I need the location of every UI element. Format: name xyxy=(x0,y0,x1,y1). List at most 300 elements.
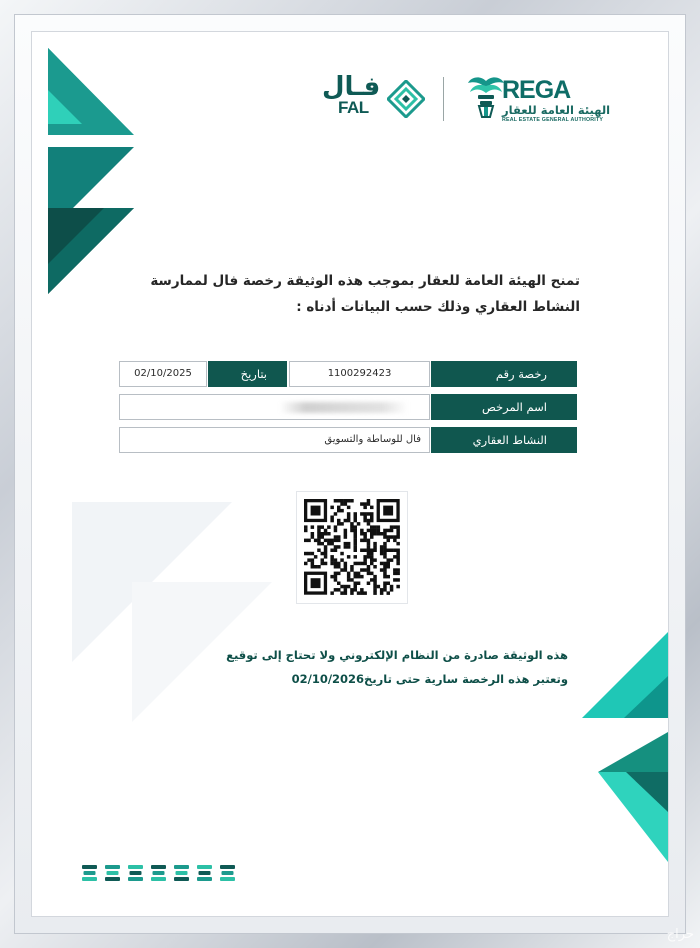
qr-module xyxy=(354,525,358,529)
qr-module xyxy=(344,542,348,546)
qr-module xyxy=(363,539,367,543)
qr-module xyxy=(354,572,358,576)
qr-module xyxy=(344,585,348,589)
qr-module xyxy=(337,582,341,586)
qr-module xyxy=(367,542,371,546)
redacted-name-blur xyxy=(280,402,408,413)
footer-motif-bar xyxy=(107,871,119,875)
qr-module xyxy=(363,562,367,566)
qr-module xyxy=(347,585,351,589)
qr-module xyxy=(357,591,361,595)
qr-module xyxy=(367,552,371,556)
qr-module xyxy=(321,552,325,556)
qr-module xyxy=(347,516,351,520)
qr-module xyxy=(337,506,341,510)
footer-motif-bar xyxy=(153,871,165,875)
qr-module xyxy=(317,539,321,543)
qr-module xyxy=(387,529,391,533)
footer-motif-icon xyxy=(197,865,212,881)
qr-module xyxy=(330,555,334,559)
qr-module xyxy=(373,525,377,529)
rega-arabic-name: الهيئة العامة للعقار xyxy=(502,103,611,117)
qr-module xyxy=(370,516,374,520)
qr-module xyxy=(314,565,318,569)
qr-module xyxy=(347,499,351,503)
qr-module xyxy=(387,539,391,543)
qr-module xyxy=(367,499,371,503)
qr-module xyxy=(340,499,344,503)
qr-module xyxy=(357,522,361,526)
qr-module xyxy=(367,545,371,549)
qr-module xyxy=(317,535,321,539)
qr-module xyxy=(354,585,358,589)
rega-emblem-icon xyxy=(466,75,506,123)
qr-module xyxy=(387,558,391,562)
qr-module xyxy=(363,512,367,516)
qr-module xyxy=(370,506,374,510)
qr-module xyxy=(311,565,315,569)
qr-module xyxy=(370,532,374,536)
qr-module xyxy=(367,502,371,506)
qr-module xyxy=(354,549,358,553)
qr-finder-center xyxy=(311,506,321,516)
qr-module xyxy=(373,558,377,562)
footer-motif-bar xyxy=(105,877,120,881)
qr-module xyxy=(337,539,341,543)
qr-module xyxy=(340,591,344,595)
qr-module xyxy=(373,585,377,589)
qr-module xyxy=(321,542,325,546)
qr-module xyxy=(311,532,315,536)
qr-module xyxy=(390,535,394,539)
qr-module xyxy=(367,582,371,586)
qr-module xyxy=(324,532,328,536)
qr-module xyxy=(370,535,374,539)
qr-module xyxy=(354,532,358,536)
qr-module xyxy=(347,555,351,559)
qr-module xyxy=(334,562,338,566)
footer-motif-bar xyxy=(82,877,97,881)
qr-module xyxy=(321,558,325,562)
qr-module xyxy=(396,552,400,556)
footer-motif-bar xyxy=(199,871,211,875)
qr-module xyxy=(377,529,381,533)
qr-module xyxy=(380,552,384,556)
footer-motif-icon xyxy=(82,865,97,881)
footer-motif-bar xyxy=(105,865,120,869)
footer-motif-bar xyxy=(197,865,212,869)
qr-module xyxy=(370,512,374,516)
qr-module xyxy=(330,516,334,520)
qr-module xyxy=(383,552,387,556)
footer-line-2: وتعتبر هذه الرخصة سارية حتى تاريخ02/10/2026 xyxy=(291,672,568,686)
qr-module xyxy=(330,558,334,562)
qr-module xyxy=(367,522,371,526)
watermark-text: حراج xyxy=(666,927,694,942)
qr-module xyxy=(380,591,384,595)
footer-motif-bar xyxy=(174,877,189,881)
qr-module xyxy=(373,588,377,592)
footer-motif-bar xyxy=(128,877,143,881)
qr-module xyxy=(340,558,344,562)
footer-motif-icon xyxy=(151,865,166,881)
qr-module xyxy=(350,568,354,572)
qr-module xyxy=(330,591,334,595)
qr-module xyxy=(317,532,321,536)
qr-module xyxy=(373,532,377,536)
qr-module xyxy=(373,529,377,533)
qr-module xyxy=(380,545,384,549)
qr-module xyxy=(383,575,387,579)
qr-module xyxy=(367,572,371,576)
qr-module xyxy=(390,585,394,589)
license-number-text: 1100292423 xyxy=(327,368,392,379)
qr-module xyxy=(350,588,354,592)
qr-module xyxy=(334,525,338,529)
footer-motif-bar xyxy=(176,871,188,875)
qr-module xyxy=(370,519,374,523)
qr-module xyxy=(337,545,341,549)
qr-module xyxy=(337,522,341,526)
footer-motif-bar xyxy=(151,865,166,869)
qr-module xyxy=(337,562,341,566)
qr-module xyxy=(317,549,321,553)
qr-module xyxy=(311,558,315,562)
rega-logo xyxy=(502,76,632,123)
qr-module xyxy=(330,519,334,523)
qr-module xyxy=(383,542,387,546)
qr-module xyxy=(327,525,331,529)
qr-module xyxy=(367,568,371,572)
qr-module xyxy=(344,535,348,539)
qr-module xyxy=(321,532,325,536)
header-divider xyxy=(443,77,444,121)
qr-module xyxy=(370,552,374,556)
qr-module xyxy=(334,512,338,516)
qr-module xyxy=(396,532,400,536)
qr-module xyxy=(350,591,354,595)
qr-module xyxy=(387,582,391,586)
qr-module xyxy=(380,568,384,572)
qr-module xyxy=(363,519,367,523)
qr-module xyxy=(347,512,351,516)
qr-module xyxy=(363,502,367,506)
qr-module xyxy=(387,591,391,595)
rega-english-name: REAL ESTATE GENERAL AUTHORITY xyxy=(502,117,604,123)
license-certificate xyxy=(32,32,668,916)
qr-module xyxy=(383,555,387,559)
qr-module xyxy=(387,535,391,539)
qr-module xyxy=(350,525,354,529)
qr-module xyxy=(344,532,348,536)
qr-module xyxy=(354,542,358,546)
intro-line-2: النشاط العقاري وذلك حسب البيانات أدناه : xyxy=(296,299,580,315)
qr-module xyxy=(354,539,358,543)
qr-module xyxy=(347,519,351,523)
qr-module xyxy=(383,545,387,549)
footer-motif-bar xyxy=(197,877,212,881)
footer-motif-bar xyxy=(128,865,143,869)
qr-module xyxy=(383,529,387,533)
qr-module xyxy=(370,525,374,529)
qr-module xyxy=(380,532,384,536)
qr-module xyxy=(370,555,374,559)
qr-module xyxy=(393,578,397,582)
qr-module xyxy=(330,562,334,566)
qr-module xyxy=(373,565,377,569)
footer-motif-bar xyxy=(151,877,166,881)
qr-module xyxy=(363,558,367,562)
qr-module xyxy=(344,519,348,523)
qr-module xyxy=(340,522,344,526)
qr-module xyxy=(347,575,351,579)
qr-module xyxy=(344,588,348,592)
qr-module xyxy=(334,539,338,543)
qr-module xyxy=(344,565,348,569)
qr-module xyxy=(334,499,338,503)
qr-module xyxy=(337,588,341,592)
qr-module xyxy=(340,509,344,513)
qr-module xyxy=(354,516,358,520)
qr-module xyxy=(324,529,328,533)
footer-motif-bar xyxy=(174,865,189,869)
qr-module xyxy=(337,519,341,523)
qr-module xyxy=(383,565,387,569)
qr-module xyxy=(393,555,397,559)
qr-module xyxy=(337,572,341,576)
qr-module xyxy=(347,578,351,582)
qr-module xyxy=(354,575,358,579)
qr-module xyxy=(327,542,331,546)
qr-module xyxy=(396,529,400,533)
qr-module xyxy=(393,549,397,553)
qr-module xyxy=(304,562,308,566)
qr-module xyxy=(330,539,334,543)
qr-module xyxy=(363,568,367,572)
qr-module xyxy=(337,509,341,513)
qr-module xyxy=(334,572,338,576)
footer-motif-icon xyxy=(174,865,189,881)
intro-paragraph xyxy=(108,268,580,320)
qr-module xyxy=(347,542,351,546)
qr-module xyxy=(380,549,384,553)
qr-module xyxy=(304,525,308,529)
qr-module xyxy=(334,558,338,562)
qr-module xyxy=(383,585,387,589)
qr-module xyxy=(311,525,315,529)
qr-module xyxy=(377,585,381,589)
qr-module xyxy=(393,568,397,572)
qr-module xyxy=(344,529,348,533)
qr-module xyxy=(357,575,361,579)
date-value xyxy=(119,361,207,387)
qr-finder-center xyxy=(383,506,393,516)
qr-module xyxy=(393,539,397,543)
qr-module xyxy=(337,565,341,569)
qr-module xyxy=(344,499,348,503)
fal-english-logo: FAL xyxy=(338,98,369,117)
qr-module xyxy=(396,558,400,562)
qr-module xyxy=(396,542,400,546)
footer-line-1: هذه الوثيقة صادرة من النظام الإلكتروني ولا تحتاج إلى توقيع xyxy=(226,648,568,662)
qr-module xyxy=(360,539,364,543)
activity-text: فال للوساطة والتسويق xyxy=(324,434,421,445)
qr-module xyxy=(347,572,351,576)
qr-module xyxy=(354,519,358,523)
qr-module xyxy=(334,535,338,539)
qr-module xyxy=(354,562,358,566)
footer-motif-bar xyxy=(84,871,96,875)
qr-module xyxy=(390,549,394,553)
qr-module xyxy=(330,542,334,546)
qr-module xyxy=(357,582,361,586)
qr-module xyxy=(311,562,315,566)
intro-line-1: تمنح الهيئة العامة للعقار بموجب هذه الوثيقة رخصة فال لممارسة xyxy=(150,273,580,289)
qr-module xyxy=(350,565,354,569)
qr-module xyxy=(334,545,338,549)
qr-module xyxy=(334,549,338,553)
footer-motif-bar xyxy=(220,865,235,869)
footer-motif-icon xyxy=(128,865,143,881)
qr-module xyxy=(330,575,334,579)
qr-module xyxy=(354,545,358,549)
qr-module xyxy=(383,562,387,566)
qr-module xyxy=(357,562,361,566)
qr-module xyxy=(370,558,374,562)
qr-module xyxy=(396,568,400,572)
qr-module xyxy=(344,591,348,595)
qr-module xyxy=(380,588,384,592)
qr-module xyxy=(334,588,338,592)
qr-module xyxy=(396,549,400,553)
qr-module xyxy=(383,549,387,553)
qr-module xyxy=(334,565,338,569)
qr-module xyxy=(360,502,364,506)
qr-module xyxy=(317,542,321,546)
qr-module xyxy=(396,572,400,576)
chevron-decoration-bottom-right xyxy=(552,632,668,872)
qr-module xyxy=(317,565,321,569)
qr-module xyxy=(354,555,358,559)
footer-motif-bar xyxy=(130,871,142,875)
qr-module xyxy=(360,532,364,536)
qr-module xyxy=(360,549,364,553)
qr-module xyxy=(380,562,384,566)
qr-module xyxy=(350,499,354,503)
qr-module xyxy=(324,539,328,543)
qr-module xyxy=(383,582,387,586)
qr-module xyxy=(311,552,315,556)
qr-module xyxy=(340,502,344,506)
qr-module xyxy=(307,558,311,562)
qr-module xyxy=(334,578,338,582)
qr-module xyxy=(344,568,348,572)
qr-module xyxy=(304,529,308,533)
qr-module xyxy=(350,578,354,582)
qr-module xyxy=(363,591,367,595)
qr-code-icon xyxy=(297,492,407,603)
qr-module xyxy=(396,535,400,539)
qr-module xyxy=(334,529,338,533)
qr-module xyxy=(383,535,387,539)
qr-module xyxy=(363,506,367,510)
qr-module xyxy=(347,545,351,549)
license-number-label: رخصة رقم xyxy=(431,361,577,387)
qr-module xyxy=(390,588,394,592)
qr-module xyxy=(373,545,377,549)
fal-arabic-logo: فـال xyxy=(322,72,381,102)
qr-module xyxy=(373,578,377,582)
qr-module xyxy=(350,522,354,526)
date-text: 02/10/2025 xyxy=(134,368,192,379)
qr-module xyxy=(307,539,311,543)
qr-module xyxy=(307,552,311,556)
footer-motif-icon xyxy=(105,865,120,881)
qr-module xyxy=(354,582,358,586)
qr-module xyxy=(390,525,394,529)
qr-module xyxy=(354,512,358,516)
qr-module xyxy=(314,539,318,543)
qr-module xyxy=(354,529,358,533)
qr-module xyxy=(367,519,371,523)
date-label: بتاريخ xyxy=(208,361,287,387)
qr-module xyxy=(367,539,371,543)
licensee-name-value xyxy=(119,394,430,420)
qr-module xyxy=(383,532,387,536)
qr-module xyxy=(360,562,364,566)
qr-module xyxy=(377,532,381,536)
qr-module xyxy=(367,549,371,553)
qr-module xyxy=(370,562,374,566)
qr-module xyxy=(383,588,387,592)
qr-module xyxy=(370,529,374,533)
qr-module xyxy=(337,499,341,503)
qr-module xyxy=(340,568,344,572)
qr-module xyxy=(360,575,364,579)
fal-emblem-icon xyxy=(387,80,425,118)
qr-module xyxy=(387,565,391,569)
footer-emblem-row xyxy=(80,862,250,884)
qr-module xyxy=(344,562,348,566)
qr-module xyxy=(367,565,371,569)
qr-module xyxy=(370,578,374,582)
qr-module xyxy=(396,578,400,582)
qr-module xyxy=(396,562,400,566)
qr-module xyxy=(327,539,331,543)
qr-module xyxy=(363,532,367,536)
qr-module xyxy=(321,525,325,529)
qr-module xyxy=(327,532,331,536)
qr-module xyxy=(367,555,371,559)
qr-module xyxy=(387,575,391,579)
qr-module xyxy=(357,572,361,576)
qr-module xyxy=(373,549,377,553)
qr-module xyxy=(324,545,328,549)
qr-module xyxy=(387,562,391,566)
qr-module xyxy=(304,552,308,556)
rega-logo-text: REGA xyxy=(502,76,571,104)
qr-module xyxy=(304,539,308,543)
qr-module xyxy=(360,529,364,533)
qr-module xyxy=(311,535,315,539)
qr-module xyxy=(396,525,400,529)
qr-module xyxy=(314,555,318,559)
qr-code-frame xyxy=(296,491,408,604)
qr-module xyxy=(324,549,328,553)
qr-module xyxy=(363,555,367,559)
qr-module xyxy=(321,535,325,539)
qr-module xyxy=(354,535,358,539)
